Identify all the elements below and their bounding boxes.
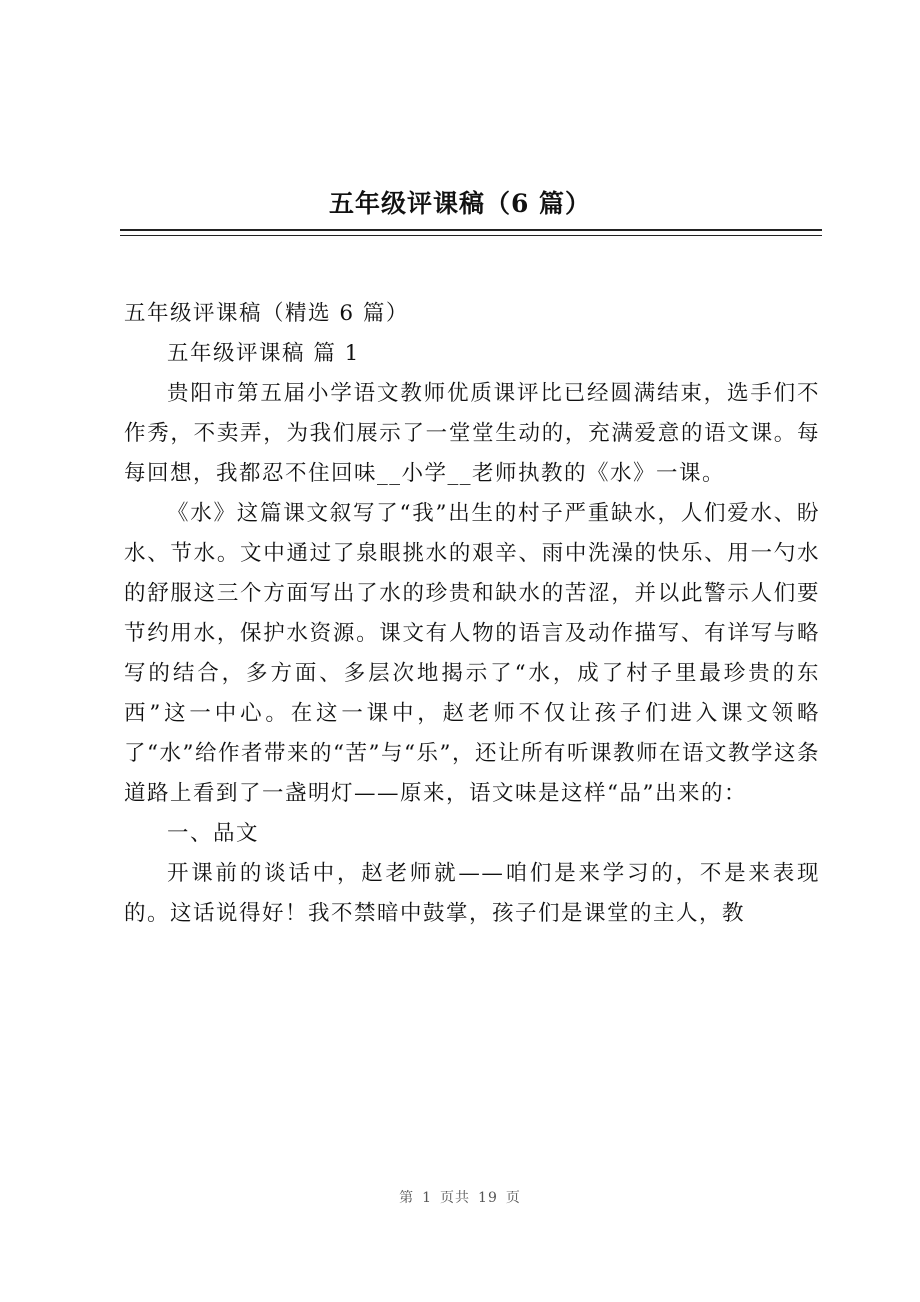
footer-prefix: 第 [399,1190,415,1206]
section-heading-paragraph: 五年级评课稿 篇 1 [167,341,360,366]
body-paragraph: 贵阳市第五届小学语文教师优质课评比已经圆满结束，选手们不作秀，不卖弄，为我们展示了一堂堂生动的，充满爱意的语文课。每每回想，我都忍不住回味__小学__老师执教的《水》一课。 [124,381,820,486]
footer-middle: 页共 [440,1190,471,1206]
body-paragraph: 开课前的谈话中，赵老师就——咱们是来学习的，不是来表现的。这话说得好！我不禁暗中鼓掌，孩子们是课堂的主人，教 [124,861,820,926]
subheading-paragraph: 一、品文 [167,821,260,846]
page-footer [0,1186,920,1210]
document-title: 五年级评课稿（6 篇） [328,189,592,218]
footer-suffix: 页 [505,1190,521,1206]
document-body [124,294,820,934]
title-divider-thick [120,229,822,231]
subtitle-paragraph: 五年级评课稿（精选 6 篇） [124,301,409,326]
body-paragraph: 《水》这篇课文叙写了“我”出生的村子严重缺水，人们爱水、盼水、节水。文中通过了泉眼挑水的艰辛、雨中洗澡的快乐、用一勺水的舒服这三个方面写出了水的珍贵和缺水的苦涩，并以此警示人们要节约用水，保护水资源。课文有人物的语言及动作描写、有详写与略写的结合，多方面、多层次地揭示了“水，成了村子里最珍贵的东西”这一中心。在这一课中，赵老师不仅让孩子们进入课文领略了“水”给作者带来的“苦”与“乐”，还让所有听课教师在语文教学这条道路上看到了一盏明灯——原来，语文味是这样“品”出来的： [124,501,820,806]
footer-page-number: 1 [422,1190,433,1206]
title-divider-thin [120,235,822,236]
footer-total-pages: 19 [478,1190,498,1206]
